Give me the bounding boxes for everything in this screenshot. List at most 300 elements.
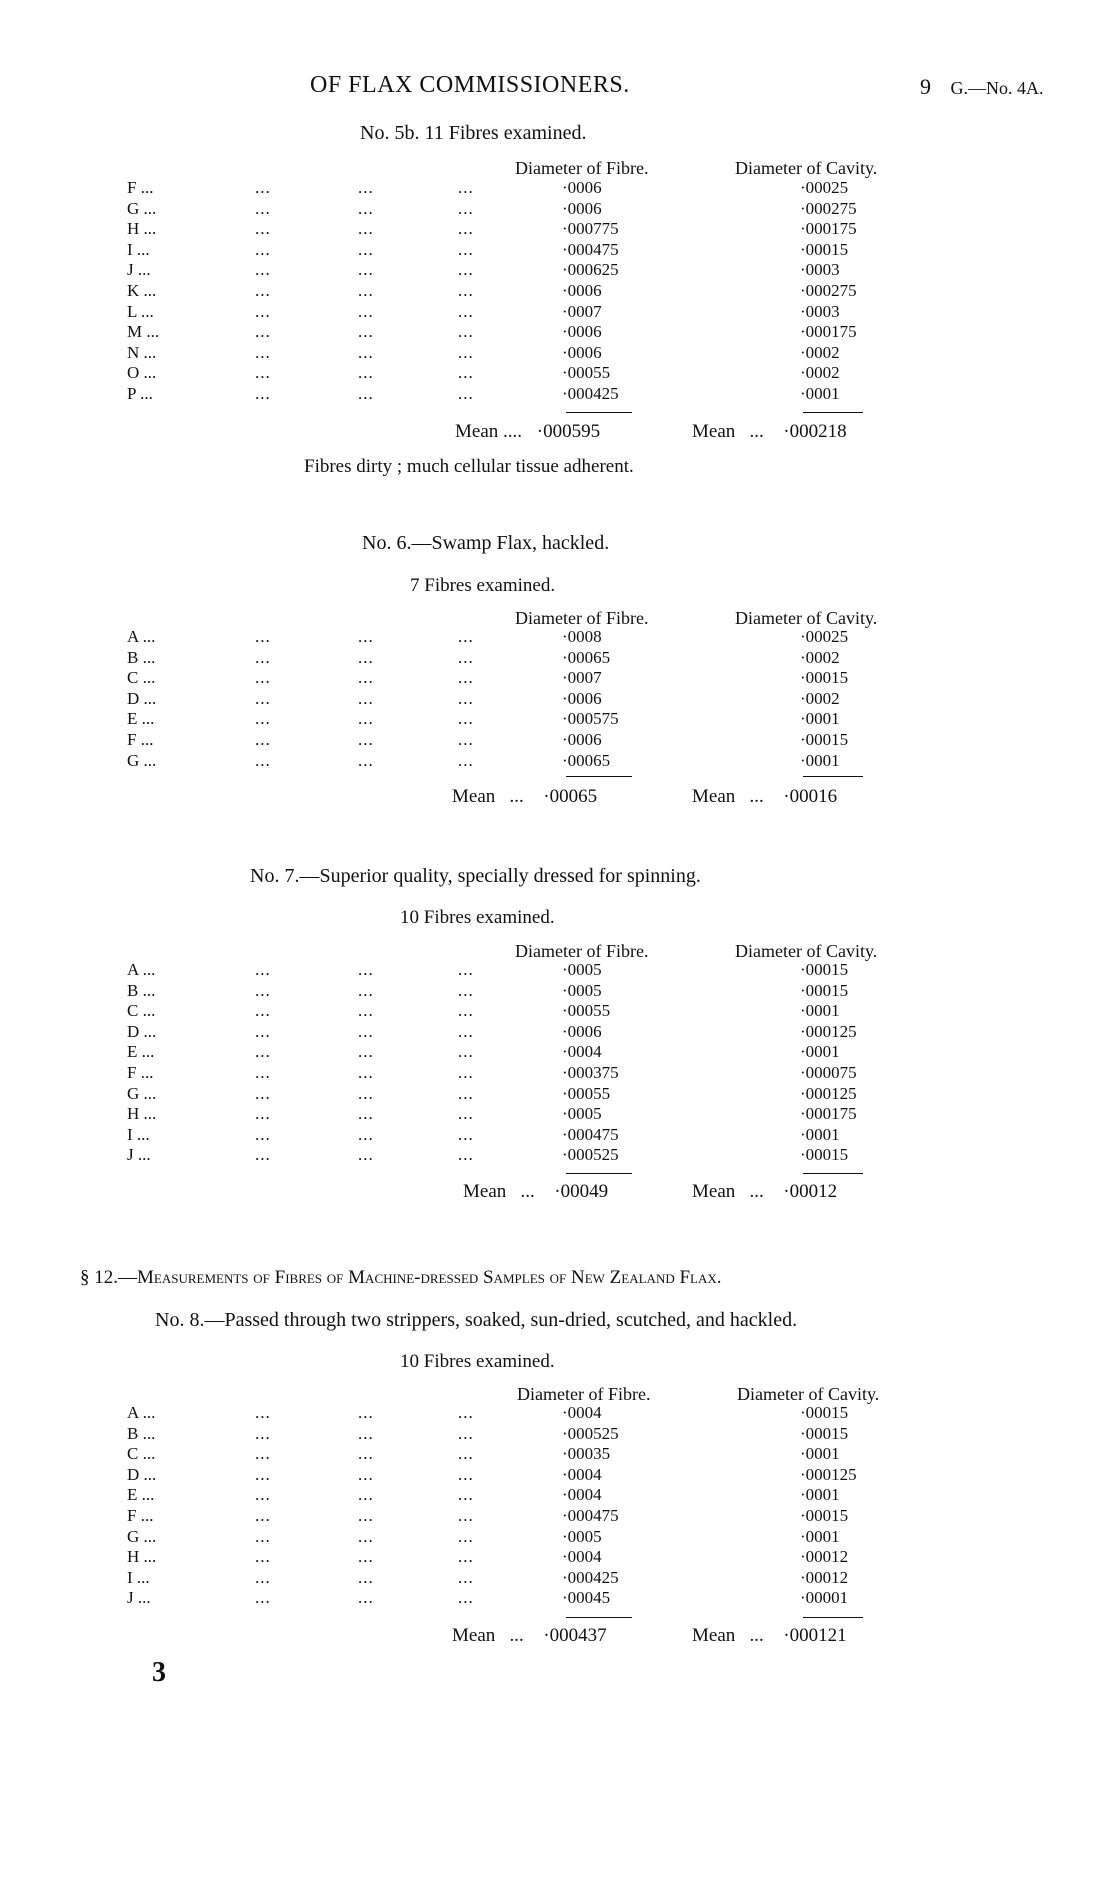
leader-dots: ...	[458, 363, 474, 383]
mean-dots: ...	[511, 1181, 540, 1202]
leader-dots: ...	[358, 1403, 374, 1422]
leader-dots: ...	[255, 281, 271, 300]
leader-dots: ...	[136, 301, 154, 321]
leader-dots: ...	[358, 1506, 374, 1525]
mean-dots: ...	[740, 421, 769, 442]
leader-dots: ...	[358, 363, 374, 383]
sample-title: No. 5b. 11 Fibres examined.	[360, 122, 587, 144]
row-label	[127, 1527, 156, 1547]
row-label	[127, 1506, 153, 1526]
leader-dots: ...	[358, 342, 374, 362]
fibre-diameter-cell: ·000525	[562, 1423, 619, 1443]
row-letter: A	[127, 960, 139, 979]
sample-subtitle: 10 Fibres examined.	[400, 1351, 555, 1372]
table-row	[0, 1001, 1114, 1022]
row-label	[127, 1063, 153, 1083]
leader-dots: ...	[458, 260, 474, 280]
table-row	[0, 219, 1114, 240]
fibre-column-header: Diameter of Fibre.	[515, 158, 649, 178]
row-label	[127, 199, 156, 219]
leader-dots: ...	[255, 178, 271, 197]
leader-dots: ...	[458, 647, 474, 667]
fibre-total-rule	[566, 412, 632, 413]
table-row	[0, 730, 1114, 751]
cavity-diameter-cell: ·00025	[800, 178, 849, 197]
leader-dots: ...	[458, 1588, 474, 1608]
fibre-diameter-cell: ·00035	[562, 1444, 611, 1464]
fibre-diameter-cell: ·0006	[562, 322, 602, 342]
fibre-diameter-cell: ·0004	[562, 1403, 602, 1422]
leader-dots: ...	[358, 1485, 374, 1505]
fibre-diameter-cell: ·0006	[562, 281, 602, 300]
mean-cavity-line	[692, 421, 847, 443]
leader-dots: ...	[138, 668, 156, 688]
row-letter: K	[127, 281, 140, 300]
sample-title: No. 7.—Superior quality, specially dressed for spinning.	[250, 865, 701, 887]
leader-dots: ...	[458, 1403, 474, 1422]
leader-dots: ...	[137, 1042, 155, 1062]
document-code: G.—No. 4A.	[950, 78, 1044, 98]
mean-dots: ...	[740, 1181, 769, 1202]
leader-dots: ...	[133, 1588, 151, 1608]
row-label	[127, 709, 154, 729]
leader-dots: ...	[458, 1464, 474, 1484]
table-row	[0, 384, 1114, 405]
leader-dots: ...	[255, 301, 271, 321]
leader-dots: ...	[458, 384, 474, 403]
row-letter: E	[127, 709, 138, 729]
row-letter: E	[127, 1042, 138, 1062]
leader-dots: ...	[458, 709, 474, 729]
leader-dots: ...	[255, 668, 271, 688]
leader-dots: ...	[138, 647, 156, 667]
leader-dots: ...	[458, 1423, 474, 1443]
leader-dots: ...	[358, 1063, 374, 1082]
table-row	[0, 668, 1114, 689]
table-row	[0, 1588, 1114, 1609]
mean-fibre-line	[463, 1181, 608, 1203]
leader-dots: ...	[458, 1444, 474, 1464]
leader-dots: ...	[358, 178, 374, 197]
row-label	[127, 627, 155, 647]
leader-dots: ...	[458, 281, 474, 300]
row-label	[127, 1403, 155, 1423]
row-letter: L	[127, 301, 137, 321]
leader-dots: ...	[358, 750, 374, 770]
table-row	[0, 1063, 1114, 1084]
leader-dots: ...	[358, 384, 374, 403]
row-label	[127, 240, 150, 260]
leader-dots: ...	[255, 1021, 271, 1041]
mean-cavity-line	[692, 1181, 837, 1203]
table-row	[0, 1465, 1114, 1486]
leader-dots: ...	[255, 688, 271, 708]
fibre-diameter-cell: ·000475	[562, 1506, 619, 1525]
section-12-heading: § 12.—Measurements of Fibres of Machine-dressed Samples of New Zealand Flax.	[80, 1267, 722, 1288]
leader-dots: ...	[139, 219, 157, 239]
leader-dots: ...	[255, 1145, 271, 1165]
leader-dots: ...	[138, 1423, 156, 1443]
mean-label: Mean	[452, 786, 496, 807]
leader-dots: ...	[132, 1124, 150, 1144]
leader-dots: ...	[458, 980, 474, 1000]
sample-title: No. 6.—Swamp Flax, hackled.	[362, 532, 610, 554]
leader-dots: ...	[255, 322, 271, 342]
mean-dots: ...	[740, 786, 769, 807]
fibre-diameter-cell: ·000375	[562, 1063, 619, 1082]
fibre-diameter-cell: ·0006	[562, 198, 602, 218]
leader-dots: ...	[458, 960, 474, 979]
row-letter: H	[127, 1104, 140, 1124]
fibre-diameter-cell: ·00065	[562, 750, 611, 770]
leader-dots: ...	[358, 260, 374, 280]
fibre-diameter-cell: ·0005	[562, 1526, 602, 1546]
leader-dots: ...	[358, 647, 374, 667]
mean-cavity-value: ·00012	[783, 1181, 838, 1202]
fibre-diameter-cell: ·0005	[562, 960, 602, 979]
mean-dots: ...	[740, 1625, 769, 1646]
cavity-diameter-cell: ·0001	[800, 1485, 840, 1505]
table-row	[0, 363, 1114, 384]
row-letter: M	[127, 322, 143, 342]
mean-label: Mean	[692, 1625, 736, 1646]
leader-dots: ...	[458, 1485, 474, 1505]
row-letter: B	[127, 647, 139, 667]
row-letter: G	[127, 750, 140, 770]
cavity-column-header: Diameter of Cavity.	[735, 608, 878, 628]
mean-fibre-value: ·000595	[536, 421, 601, 442]
row-label	[127, 281, 156, 301]
row-letter: G	[127, 1083, 140, 1103]
fibre-diameter-cell: ·0007	[562, 301, 602, 321]
mean-label: Mean	[692, 1181, 736, 1202]
leader-dots: ...	[358, 219, 374, 239]
leader-dots: ...	[458, 342, 474, 362]
cavity-diameter-cell: ·000175	[800, 1104, 857, 1124]
leader-dots: ...	[138, 1001, 156, 1021]
leader-dots: ...	[458, 1547, 474, 1567]
leader-dots: ...	[358, 668, 374, 688]
leader-dots: ...	[358, 1444, 374, 1464]
fibre-diameter-cell: ·00045	[562, 1588, 611, 1608]
leader-dots: ...	[458, 178, 474, 197]
leader-dots: ...	[458, 322, 474, 342]
mean-label: Mean	[455, 421, 499, 442]
leader-dots: ...	[255, 1403, 271, 1422]
cavity-diameter-cell: ·00015	[800, 1403, 849, 1422]
leader-dots: ...	[133, 260, 151, 280]
leader-dots: ...	[358, 1104, 374, 1124]
leader-dots: ...	[358, 239, 374, 259]
leader-dots: ...	[142, 322, 160, 342]
cavity-diameter-cell: ·000125	[800, 1021, 857, 1041]
row-label	[127, 1424, 155, 1444]
leader-dots: ...	[358, 980, 374, 1000]
leader-dots: ...	[255, 1464, 271, 1484]
leader-dots: ...	[255, 384, 271, 403]
cavity-diameter-cell: ·00015	[800, 1506, 849, 1525]
leader-dots: ...	[358, 322, 374, 342]
leader-dots: ...	[255, 709, 271, 729]
fibre-total-rule	[566, 1173, 632, 1174]
leader-dots: ...	[358, 1124, 374, 1144]
leader-dots: ...	[139, 1526, 157, 1546]
leader-dots: ...	[255, 342, 271, 362]
table-row	[0, 1403, 1114, 1424]
row-letter: J	[127, 1145, 134, 1165]
leader-dots: ...	[358, 1547, 374, 1567]
leader-dots: ...	[458, 1021, 474, 1041]
leader-dots: ...	[139, 688, 157, 708]
table-row	[0, 1568, 1114, 1589]
leader-dots: ...	[139, 1464, 157, 1484]
leader-dots: ...	[458, 239, 474, 259]
row-label	[127, 1104, 156, 1124]
fibre-diameter-cell: ·000475	[562, 1124, 619, 1144]
folio-number: 3	[152, 1657, 166, 1688]
cavity-diameter-cell: ·00015	[800, 730, 849, 749]
mean-label: Mean	[463, 1181, 507, 1202]
fibre-diameter-cell: ·00065	[562, 647, 611, 667]
leader-dots: ...	[255, 198, 271, 218]
mean-label: Mean	[692, 421, 736, 442]
leader-dots: ...	[139, 1021, 157, 1041]
cavity-diameter-cell: ·00025	[800, 627, 849, 646]
leader-dots: ...	[458, 1526, 474, 1546]
cavity-diameter-cell: ·00015	[800, 1423, 849, 1443]
leader-dots: ...	[255, 1083, 271, 1103]
mean-fibre-line	[455, 421, 600, 443]
leader-dots: ...	[139, 1083, 157, 1103]
row-label	[127, 302, 154, 322]
mean-fibre-value: ·00049	[554, 1181, 609, 1202]
leader-dots: ...	[358, 1567, 374, 1587]
leader-dots: ...	[255, 1444, 271, 1464]
fibre-diameter-cell: ·0004	[562, 1042, 602, 1062]
fibre-column-header: Diameter of Fibre.	[515, 941, 649, 961]
leader-dots: ...	[458, 668, 474, 688]
cavity-diameter-cell: ·0001	[800, 1526, 840, 1546]
table-row	[0, 260, 1114, 281]
row-label	[127, 384, 153, 404]
mean-fibre-value: ·000437	[543, 1625, 607, 1646]
leader-dots: ...	[255, 980, 271, 1000]
row-letter: F	[127, 1506, 137, 1525]
table-row	[0, 1527, 1114, 1548]
leader-dots: ...	[358, 1001, 374, 1021]
leader-dots: ...	[136, 178, 154, 197]
row-label	[127, 343, 156, 363]
mean-dots: ....	[503, 421, 523, 442]
table-row	[0, 302, 1114, 323]
sample-title: No. 8.—Passed through two strippers, soaked, sun-dried, scutched, and hackled.	[155, 1309, 798, 1331]
row-label	[127, 1568, 150, 1588]
table-row	[0, 1145, 1114, 1166]
page-number: 9	[920, 74, 931, 99]
row-label	[127, 1022, 156, 1042]
fibre-diameter-cell: ·000425	[562, 1567, 619, 1587]
mean-cavity-line	[692, 786, 837, 808]
leader-dots: ...	[135, 384, 153, 403]
leader-dots: ...	[358, 281, 374, 300]
table-row	[0, 1022, 1114, 1043]
leader-dots: ...	[358, 1423, 374, 1443]
fibre-diameter-cell: ·0004	[562, 1485, 602, 1505]
fibre-diameter-cell: ·0005	[562, 980, 602, 1000]
leader-dots: ...	[255, 1567, 271, 1587]
cavity-diameter-cell: ·00015	[800, 1145, 849, 1165]
leader-dots: ...	[358, 198, 374, 218]
fibre-diameter-cell: ·000425	[562, 384, 619, 403]
row-letter: H	[127, 219, 140, 239]
cavity-diameter-cell: ·000175	[800, 219, 857, 239]
leader-dots: ...	[458, 301, 474, 321]
row-letter: G	[127, 198, 140, 218]
cavity-column-header: Diameter of Cavity.	[735, 158, 878, 178]
row-letter: C	[127, 1001, 139, 1021]
cavity-diameter-cell: ·000125	[800, 1464, 857, 1484]
leader-dots: ...	[132, 239, 150, 259]
leader-dots: ...	[358, 1021, 374, 1041]
leader-dots: ...	[255, 219, 271, 239]
leader-dots: ...	[137, 709, 155, 729]
cavity-diameter-cell: ·0003	[800, 301, 840, 321]
mean-label: Mean	[452, 1625, 496, 1646]
fibre-diameter-cell: ·0006	[562, 1021, 602, 1041]
leader-dots: ...	[255, 960, 271, 979]
sample-subtitle: 10 Fibres examined.	[400, 907, 555, 928]
row-label	[127, 178, 153, 198]
cavity-diameter-cell: ·00001	[800, 1588, 849, 1608]
fibre-diameter-cell: ·00055	[562, 363, 611, 383]
row-label	[127, 648, 155, 668]
leader-dots: ...	[138, 980, 156, 1000]
fibre-diameter-cell: ·0004	[562, 1464, 602, 1484]
mean-label: Mean	[692, 786, 736, 807]
leader-dots: ...	[358, 1083, 374, 1103]
row-label	[127, 1547, 156, 1567]
leader-dots: ...	[139, 281, 157, 300]
sample-subtitle: 7 Fibres examined.	[410, 575, 556, 596]
cavity-column-header: Diameter of Cavity.	[737, 1384, 880, 1404]
leader-dots: ...	[136, 730, 154, 749]
cavity-diameter-cell: ·000075	[800, 1063, 857, 1082]
leader-dots: ...	[138, 627, 156, 646]
cavity-diameter-cell: ·00015	[800, 668, 849, 688]
table-row	[0, 751, 1114, 772]
row-label	[127, 981, 155, 1001]
table-row	[0, 1104, 1114, 1125]
leader-dots: ...	[139, 198, 157, 218]
cavity-diameter-cell: ·00015	[800, 960, 849, 979]
cavity-diameter-cell: ·00012	[800, 1547, 849, 1567]
row-label	[127, 1145, 151, 1165]
row-letter: F	[127, 730, 137, 749]
row-letter: H	[127, 1547, 140, 1567]
sample-note: Fibres dirty ; much cellular tissue adherent.	[304, 456, 634, 477]
running-head: OF FLAX COMMISSIONERS.	[310, 72, 630, 98]
mean-dots: ...	[500, 786, 529, 807]
row-label	[127, 689, 156, 709]
leader-dots: ...	[139, 750, 157, 770]
fibre-column-header: Diameter of Fibre.	[515, 608, 649, 628]
row-letter: O	[127, 363, 140, 383]
table-row	[0, 627, 1114, 648]
fibre-diameter-cell: ·00055	[562, 1083, 611, 1103]
cavity-column-header: Diameter of Cavity.	[735, 941, 878, 961]
table-row	[0, 1125, 1114, 1146]
row-letter: C	[127, 668, 139, 688]
cavity-diameter-cell: ·0002	[800, 363, 840, 383]
leader-dots: ...	[139, 1104, 157, 1124]
leader-dots: ...	[255, 627, 271, 646]
row-label	[127, 1042, 154, 1062]
row-letter: A	[127, 627, 139, 646]
fibre-diameter-cell: ·0006	[562, 730, 602, 749]
cavity-diameter-cell: ·0001	[800, 709, 840, 729]
leader-dots: ...	[255, 1506, 271, 1525]
cavity-total-rule	[803, 1617, 863, 1618]
row-letter: C	[127, 1444, 139, 1464]
leader-dots: ...	[139, 342, 157, 362]
cavity-total-rule	[803, 776, 863, 777]
table-row	[0, 648, 1114, 669]
mean-cavity-value: ·00016	[783, 786, 838, 807]
mean-dots: ...	[500, 1625, 529, 1646]
mean-fibre-value: ·00065	[543, 786, 598, 807]
cavity-diameter-cell: ·00015	[800, 239, 849, 259]
leader-dots: ...	[458, 688, 474, 708]
leader-dots: ...	[458, 198, 474, 218]
cavity-diameter-cell: ·0003	[800, 260, 840, 280]
cavity-diameter-cell: ·0002	[800, 647, 840, 667]
row-label	[127, 1125, 150, 1145]
fibre-diameter-cell: ·000475	[562, 239, 619, 259]
mean-cavity-line	[692, 1625, 847, 1647]
leader-dots: ...	[358, 627, 374, 646]
leader-dots: ...	[138, 960, 156, 979]
fibre-diameter-cell: ·0006	[562, 688, 602, 708]
row-label	[127, 730, 153, 750]
row-label	[127, 1444, 155, 1464]
row-label	[127, 1465, 156, 1485]
fibre-diameter-cell: ·0004	[562, 1547, 602, 1567]
leader-dots: ...	[255, 1001, 271, 1021]
leader-dots: ...	[458, 219, 474, 239]
mean-cavity-value: ·000121	[783, 1625, 847, 1646]
leader-dots: ...	[358, 1464, 374, 1484]
mean-fibre-line	[452, 786, 597, 808]
mean-cavity-value: ·000218	[783, 421, 847, 442]
row-letter: I	[127, 239, 133, 259]
leader-dots: ...	[136, 1506, 154, 1525]
table-row	[0, 1444, 1114, 1465]
table-row	[0, 178, 1114, 199]
fibre-diameter-cell: ·00055	[562, 1001, 611, 1021]
leader-dots: ...	[139, 1547, 157, 1567]
cavity-diameter-cell: ·0001	[800, 1042, 840, 1062]
row-label	[127, 751, 156, 771]
table-row	[0, 1485, 1114, 1506]
leader-dots: ...	[358, 730, 374, 749]
leader-dots: ...	[255, 1547, 271, 1567]
fibre-column-header: Diameter of Fibre.	[517, 1384, 651, 1404]
leader-dots: ...	[458, 1567, 474, 1587]
cavity-diameter-cell: ·000125	[800, 1083, 857, 1103]
fibre-diameter-cell: ·000575	[562, 709, 619, 729]
leader-dots: ...	[255, 1423, 271, 1443]
cavity-diameter-cell: ·000275	[800, 198, 857, 218]
